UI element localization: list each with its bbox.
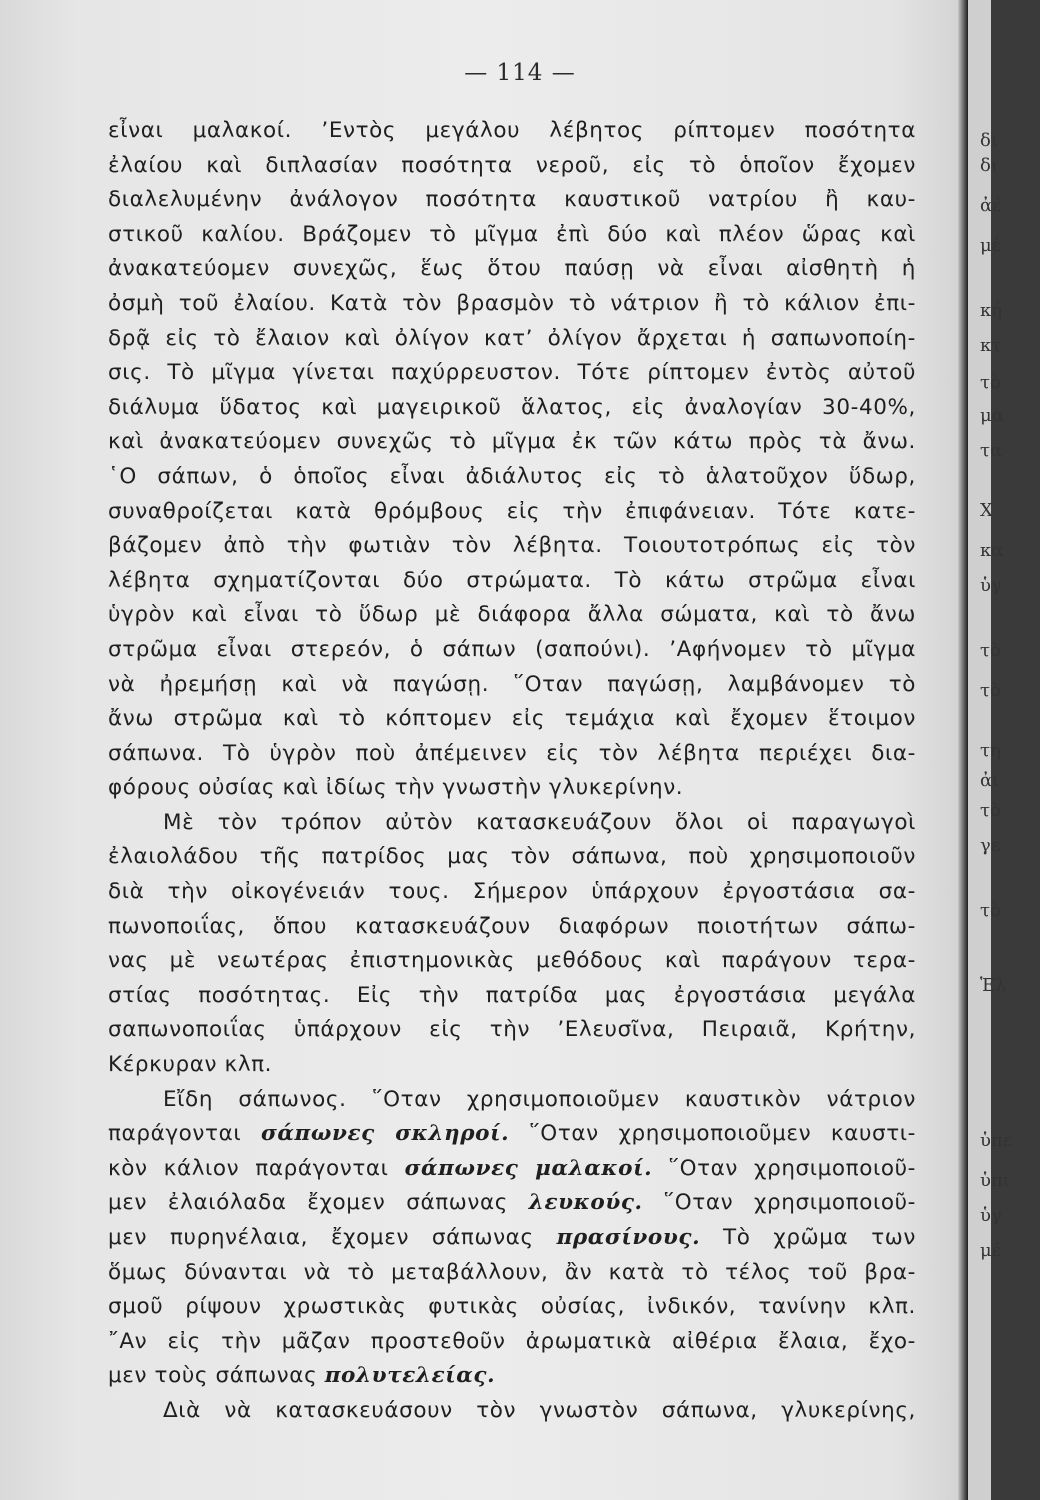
adjacent-page-fragment: κτ [980,335,1002,356]
text-line [108,218,916,253]
text-line [108,114,916,149]
text-line [108,1048,916,1083]
text-line [108,1186,916,1221]
text-span: εἶναι μαλακοί. ’Εντὸς μεγάλου λέβητος ρίπτομεν ποσότητα [108,118,916,143]
adjacent-page-fragment: δι [980,130,998,151]
adjacent-page-fragment: τα [980,440,1003,461]
text-span: ἄνω στρῶμα καὶ τὸ κόπτομεν εἰς τεμάχια καὶ ἔχομεν ἕτοιμον [108,706,916,732]
text-line [108,840,916,875]
text-line [108,1290,916,1325]
text-line [108,1325,916,1360]
text-line [108,183,916,218]
adjacent-page-fragment: Χ [980,500,993,521]
text-line [108,1394,916,1429]
text-span: σάπωνα. Τὸ ὑγρὸν ποὺ ἀπέμεινεν εἰς τὸν λέβητα περιέχει δια- [108,740,916,766]
text-line [108,287,916,322]
adjacent-page-fragment: ὑγ [980,575,1002,596]
text-span: καὶ ἀνακατεύομεν συνεχῶς τὸ μῖγμα ἐκ τῶν κάτω πρὸς τὰ ἄνω. [108,429,916,455]
text-span: μεν τοὺς σάπωνας [108,1363,325,1389]
text-span: Τὸ χρῶμα των [700,1225,916,1250]
text-line [108,1359,916,1394]
adjacent-page-fragment: Ἑλ [980,975,1007,996]
emphasized-term: λευκούς. [528,1190,643,1216]
adjacent-page-fragment: τὸ [980,680,1001,701]
text-span: ἐλαίου καὶ διπλασίαν ποσότητα νεροῦ, εἰς τὸ ὁποῖον ἔχομεν [108,152,916,178]
text-span: ἐλαιολάδου τῆς πατρίδος μας τὸν σάπωνα, ποὺ χρησιμοποιοῦν [108,844,916,870]
text-span: σαπωνοποιΐας ὑπάρχουν εἰς τὴν ’Ελευσῖνα, Πειραιᾶ, Κρήτην, [108,1017,916,1043]
adjacent-page-fragment: ὑγ [980,1205,1002,1226]
adjacent-page-fragment: τὸ [980,372,1001,393]
text-span: δρᾷ εἰς τὸ ἔλαιον καὶ ὀλίγον κατ’ ὀλίγον ἄρχεται ἡ σαπωνοποίη- [108,325,916,351]
text-line [108,460,916,495]
text-span: λέβητα σχηματίζονται δύο στρώματα. Τὸ κάτω στρῶμα εἶναι [108,567,916,593]
text-line [108,391,916,426]
text-span: στίας ποσότητας. Εἰς τὴν πατρίδα μας ἐργοστάσια μεγάλα [108,982,916,1008]
adjacent-page-fragment: τὸ [980,800,1001,821]
adjacent-page-fragment: μα [980,405,1004,426]
text-line [108,1117,916,1152]
text-span: σις. Τὸ μῖγμα γίνεται παχύρρευστον. Τότε ρίπτομεν ἐντὸς αὐτοῦ [108,360,916,386]
adjacent-page-fragment: τὸ [980,640,1001,661]
text-line [108,495,916,530]
text-span: συναθροίζεται κατὰ θρόμβους εἰς τὴν ἐπιφάνειαν. Τότε κατε- [108,498,916,524]
emphasized-term: πολυτελείας. [324,1363,496,1389]
text-span: ῾Ο σάπων, ὁ ὁποῖος εἶναι ἀδιάλυτος εἰς τὸ ἁλατοῦχον ὕδωρ, [108,463,916,489]
adjacent-page-fragment: μέ [980,1240,1002,1261]
text-line [108,806,916,841]
text-span: διὰ τὴν οἰκογένειάν τους. Σήμερον ὑπάρχουν ἐργοστάσια σα- [108,879,916,905]
text-span: διαλελυμένην ἀνάλογον ποσότητα καυστικοῦ νατρίου ἢ καυ- [108,187,916,213]
text-span: κὸν κάλιον παράγονται [108,1155,405,1181]
text-span: ἀνακατεύομεν συνεχῶς, ἕως ὅτου παύσῃ νὰ εἶναι αἰσθητὴ ἡ [108,256,916,282]
adjacent-page-fragment: δι [980,155,998,176]
text-line [108,1013,916,1048]
text-line [108,322,916,357]
text-span: ῞Οταν χρησιμοποιοῦ- [642,1190,916,1216]
adjacent-page-fragment: ὑπι [980,1170,1010,1191]
text-line [108,702,916,737]
text-line [108,1221,916,1256]
text-line [108,564,916,599]
text-span: μεν πυρηνέλαια, ἔχομεν σάπωνας [108,1225,557,1250]
text-line [108,944,916,979]
text-span: στρῶμα εἶναι στερεόν, ὁ σάπων (σαπούνι). ’Αφήνομεν τὸ μῖγμα [108,636,916,662]
text-line [108,875,916,910]
text-line [108,1083,916,1118]
text-line [108,149,916,184]
emphasized-term: σάπωνες μαλακοί. [404,1155,653,1181]
adjacent-page-fragment: τη [980,740,1001,761]
text-line [108,668,916,703]
text-line [108,598,916,633]
page-gutter [958,0,968,1500]
text-line [108,356,916,391]
adjacent-page-fragment: μέ [980,235,1002,256]
adjacent-page-fragment: γε [980,835,1001,856]
text-span: ὑγρὸν καὶ εἶναι τὸ ὕδωρ μὲ διάφορα ἄλλα σώματα, καὶ τὸ ἄνω [108,602,916,628]
adjacent-page-fragment: κα [980,540,1004,561]
text-span: ῞Οταν χρησιμοποιοῦμεν καυστι- [509,1121,916,1147]
text-line [108,633,916,668]
adjacent-page-fragment: ὑπε [980,1130,1013,1151]
page-number: — 114 — [464,60,576,86]
emphasized-term: σάπωνες σκληροί. [260,1121,510,1147]
text-span: σμοῦ ρίψουν χρωστικὰς φυτικὰς οὐσίας, ἰνδικόν, τανίνην κλπ. [108,1294,916,1320]
text-span: ὅμως δύνανται νὰ τὸ μεταβάλλουν, ἂν κατὰ τὸ τέλος τοῦ βρα- [108,1259,916,1285]
body-text [108,114,916,1429]
text-span: Κέρκυραν κλπ. [108,1052,273,1078]
text-line [108,529,916,564]
text-span: ὀσμὴ τοῦ ἐλαίου. Κατὰ τὸν βρασμὸν τὸ νάτριον ἢ τὸ κάλιον ἐπι- [108,290,916,316]
text-span: βάζομεν ἀπὸ τὴν φωτιὰν τὸν λέβητα. Τοιουτοτρόπως εἰς τὸν [108,533,916,559]
text-line [108,1256,916,1291]
text-span: στικοῦ καλίου. Βράζομεν τὸ μῖγμα ἐπὶ δύο καὶ πλέον ὥρας καὶ [108,221,916,247]
adjacent-page-fragment: τὸ [980,900,1001,921]
text-line [108,910,916,945]
text-span: νὰ ἠρεμήσῃ καὶ νὰ παγώσῃ. ῞Οταν παγώσῃ, λαμβάνομεν τὸ [108,671,916,697]
text-span: Εἴδη σάπωνος. ῞Οταν χρησιμοποιοῦμεν καυστικὸν νάτριον [163,1086,916,1112]
text-span: νας μὲ νεωτέρας ἐπιστημονικὰς μεθόδους καὶ παράγουν τερα- [108,948,916,974]
text-span: μεν ἐλαιόλαδα ἔχομεν σάπωνας [108,1190,529,1216]
adjacent-page-fragment: κή [980,300,1003,321]
text-span: Μὲ τὸν τρόπον αὐτὸν κατασκευάζουν ὅλοι οἱ παραγωγοὶ [163,809,916,835]
text-line [108,771,916,806]
text-span: ῞Οταν χρησιμοποιοῦ- [652,1155,917,1181]
text-line [108,979,916,1014]
text-span: φόρους οὐσίας καὶ ἰδίως τὴν γνωστὴν γλυκερίνην. [108,775,684,801]
text-line [108,737,916,772]
text-span: παράγονται [108,1121,261,1147]
text-span: διάλυμα ὕδατος καὶ μαγειρικοῦ ἅλατος, εἰς ἀναλογίαν 30-40%, [108,394,916,420]
adjacent-page-fragment: ἀέ [980,195,1002,216]
adjacent-page-fragment: ἀι [980,770,1000,791]
emphasized-term: πρασίνους. [556,1225,701,1250]
text-line [108,425,916,460]
text-span: πωνοποιΐας, ὅπου κατασκευάζουν διαφόρων ποιοτήτων σάπω- [108,913,916,939]
text-span: ῎Αν εἰς τὴν μᾶζαν προστεθοῦν ἀρωματικὰ αἰθέρια ἔλαια, ἔχο- [108,1328,916,1354]
text-span: Διὰ νὰ κατασκευάσουν τὸν γνωστὸν σάπωνα, γλυκερίνης, [163,1397,916,1423]
adjacent-page-edge [968,0,1013,1500]
text-line [108,252,916,287]
text-line [108,1152,916,1187]
